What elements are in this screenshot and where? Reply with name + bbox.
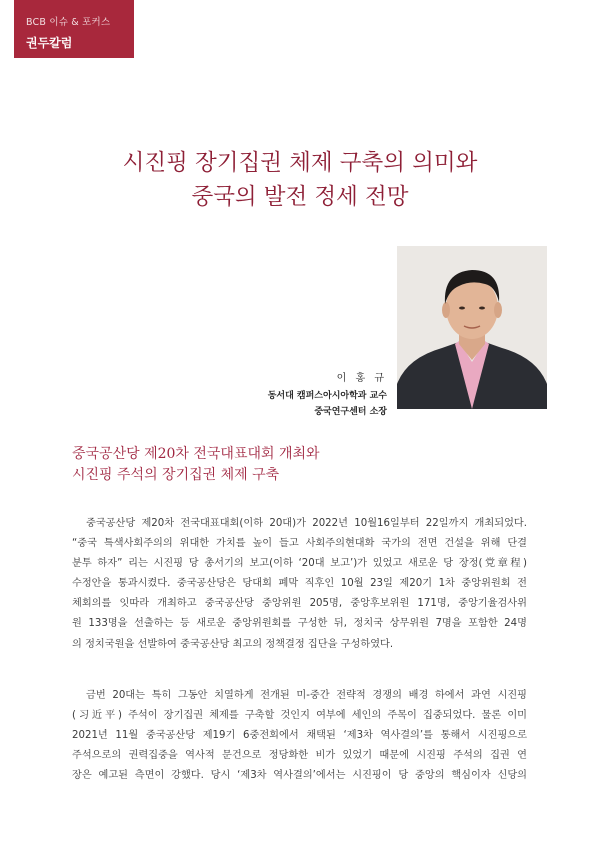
subheading-line: 중국공산당 제20차 전국대표대회 개최와 xyxy=(72,446,320,462)
paragraph-line: 체회의를 잇따라 개최하고 중국공산당 중앙위원 205명, 중앙후보위원 171명, 중앙기율검사위 xyxy=(72,598,527,610)
author-name: 이 홍 규 xyxy=(336,373,387,384)
article-title xyxy=(0,146,600,214)
subheading-line: 시진핑 주석의 장기집권 체제 구축 xyxy=(72,467,280,483)
author-position: 중국연구센터 소장 xyxy=(314,407,387,417)
paragraph-line: (习近平) 주석이 장기집권 체제를 구축할 것인지 여부에 세인의 주목이 집중되었다. 물론 이미 xyxy=(72,710,527,722)
paragraph-line: 장은 예고된 측면이 강했다. 당시 ‘제3차 역사결의’에서는 시진핑이 당 중앙의 핵심이자 신당의 xyxy=(72,770,527,782)
body-paragraph xyxy=(72,686,527,786)
section-tab xyxy=(14,0,134,58)
paragraph-line: 원 133명을 선출하는 등 새로운 중앙위원회를 구성한 뒤, 정치국 상무위원 7명을 포함한 24명 xyxy=(72,618,527,630)
section-subheading xyxy=(72,444,320,486)
paragraph-line: 중국공산당 제20차 전국대표대회(이하 20대)가 2022년 10월16일부터 22일까지 개최되었다. xyxy=(86,518,527,529)
body-paragraph xyxy=(72,514,527,655)
section-label: BCB 이슈 & 포커스 xyxy=(26,17,111,28)
paragraph-line: 분투 하자” 리는 시진핑 당 총서기의 보고(이하 ‘20대 보고’)가 있었고 새로운 당 장정(党章程) xyxy=(72,558,527,570)
column-label: 권두칼럼 xyxy=(26,36,73,50)
author-photo xyxy=(397,246,547,409)
author-portrait-image xyxy=(397,246,547,409)
paragraph-line: 금번 20대는 특히 그동안 치열하게 전개된 미-중간 전략적 경쟁의 배경 하에서 과연 시진핑 xyxy=(86,690,527,701)
paragraph-line: 수정안을 통과시켰다. 중국공산당은 당대회 폐막 직후인 10월 23일 제20기 1차 중앙위원회 전 xyxy=(72,578,527,590)
title-line: 중국의 발전 정세 전망 xyxy=(191,184,409,210)
author-info xyxy=(268,371,387,420)
paragraph-line: “중국 특색사회주의의 위대한 가치를 높이 들고 사회주의현대화 국가의 전면 건설을 위해 단결 xyxy=(72,538,527,550)
paragraph-line: 2021년 11월 중국공산당 제19기 6중전회에서 채택된 ‘제3차 역사결의’를 통해서 시진핑으로 xyxy=(72,730,527,742)
title-line: 시진핑 장기집권 체제 구축의 의미와 xyxy=(122,150,478,176)
author-affiliation: 동서대 캠퍼스아시아학과 교수 xyxy=(267,391,387,401)
paragraph-line: 의 정치국원을 선발하여 중국공산당 최고의 정책결정 집단을 구성하였다. xyxy=(72,638,394,650)
paragraph-line: 주석으로의 권력집중을 역사적 문건으로 정당화한 비가 있었기 때문에 시진핑 주석의 집권 연 xyxy=(72,750,527,762)
